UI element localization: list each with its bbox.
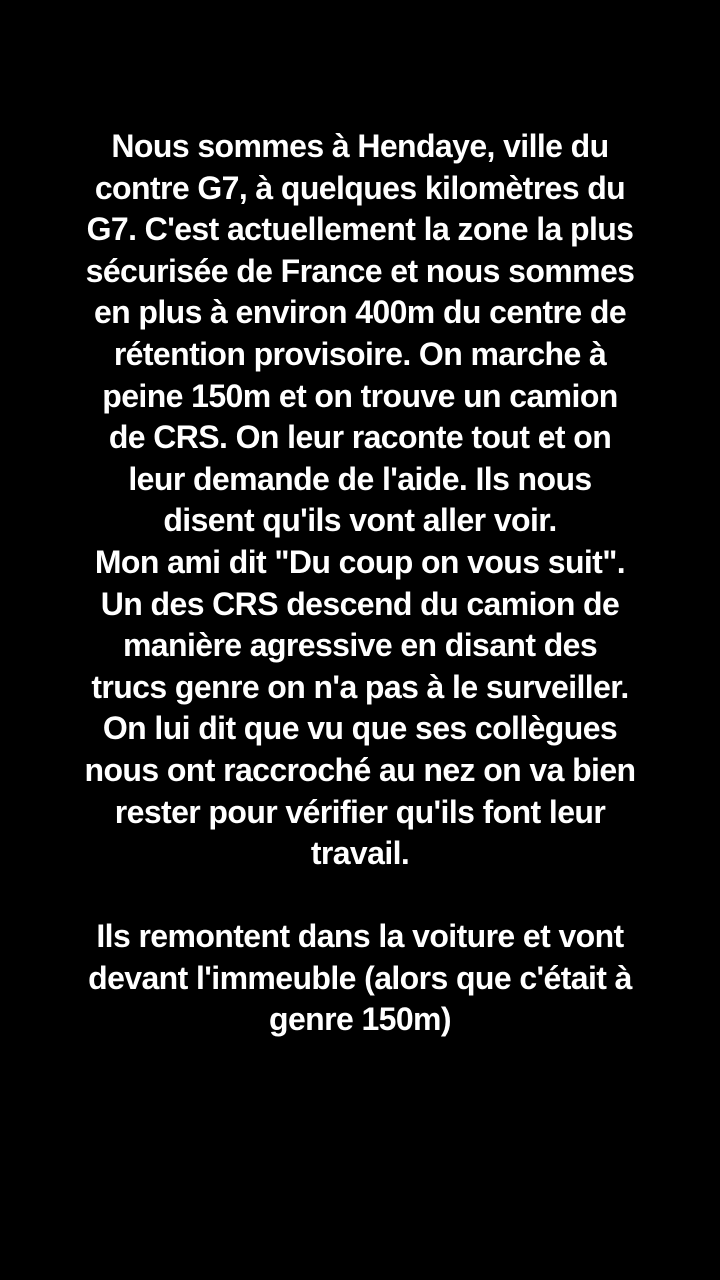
story-line: rester pour vérifier qu'ils font leur [114, 793, 606, 830]
story-line: nous ont raccroché au nez on va bien [84, 751, 636, 788]
story-line: Un des CRS descend du camion de [100, 585, 620, 622]
story-line: disent qu'ils vont aller voir. [163, 502, 557, 539]
story-line: On lui dit que vu que ses collègues [102, 710, 618, 747]
story-line: sécurisée de France et nous sommes [85, 252, 635, 289]
story-line: Nous sommes à Hendaye, ville du [111, 128, 609, 164]
story-line: leur demande de l'aide. Ils nous [128, 460, 592, 497]
story-line: manière agressive en disant des [122, 627, 598, 664]
story-line: en plus à environ 400m du centre de [93, 294, 627, 331]
story-text [60, 126, 660, 1041]
story-line: trucs genre on n'a pas à le surveiller. [91, 668, 629, 705]
story-line: de CRS. On leur raconte tout et on [108, 419, 612, 456]
story-line: Ils remontent dans la voiture et vont [96, 918, 624, 955]
paragraph-break [60, 875, 660, 917]
story-line: contre G7, à quelques kilomètres du [94, 169, 626, 206]
story-line: peine 150m et on trouve un camion [102, 377, 618, 414]
story-line: genre 150m) [269, 1001, 451, 1038]
story-line: G7. C'est actuellement la zone la plus [86, 211, 634, 248]
story-line: travail. [310, 835, 410, 872]
story-line: rétention provisoire. On marche à [113, 335, 607, 372]
story-line: Mon ami dit "Du coup on vous suit". [94, 543, 626, 580]
story-line: devant l'immeuble (alors que c'était à [88, 959, 632, 996]
